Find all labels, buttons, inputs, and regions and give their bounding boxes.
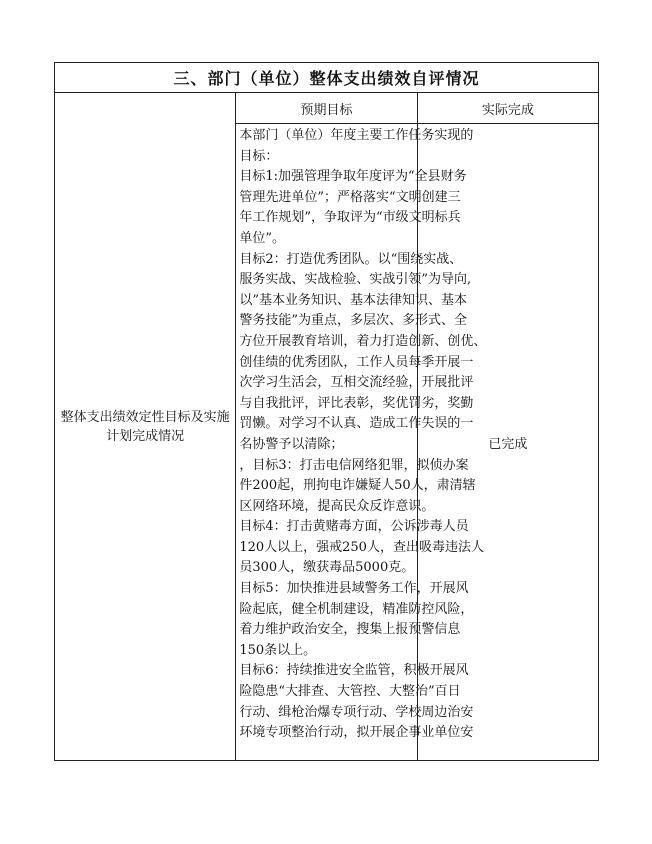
row-label-cell bbox=[55, 93, 236, 761]
goal-line: 名协警予以清除； bbox=[239, 436, 344, 452]
goal-line: 件200起，刑拘电诈嫌疑人50人，肃清辖 bbox=[239, 478, 476, 494]
row-label: 整体支出绩效定性目标及实施计划完成情况 bbox=[60, 409, 230, 444]
goal-line: 目标6：持续推进安全监管，积极开展风 bbox=[239, 663, 469, 679]
section-title: 三、部门（单位）整体支出绩效自评情况 bbox=[55, 63, 599, 93]
goal-line: 警务技能”为重点，多层次、多形式、全 bbox=[239, 313, 467, 329]
goal-line: 区网络环境，提高民众反诈意识。 bbox=[239, 498, 435, 514]
goal-line: 与自我批评，评比表彰，奖优罚劣，奖勤 bbox=[239, 395, 474, 411]
goal-line: 单位”。 bbox=[239, 230, 285, 246]
goal-line: 目标： bbox=[239, 148, 279, 164]
goal-line: 目标2：打造优秀团队。以“围绕实战、 bbox=[239, 251, 463, 267]
goal-line: 次学习生活会，互相交流经验，开展批评 bbox=[239, 375, 474, 391]
goal-line: 环境专项整治行动，拟开展企事业单位安 bbox=[239, 725, 474, 741]
goal-line: 本部门（单位）年度主要工作任务实现的 bbox=[239, 128, 474, 143]
goal-line: 险隐患“大排查、大管控、大整治”百日 bbox=[239, 684, 461, 700]
expected-goals-cell bbox=[236, 124, 487, 761]
goal-line: 方位开展教育培训，着力打造创新、创优、 bbox=[239, 333, 487, 349]
goal-line: 员300人，缴获毒品5000克。 bbox=[239, 560, 415, 576]
column-header-actual: 实际完成 bbox=[417, 93, 598, 124]
goal-line: 以”基本业务知识、基本法律知识、基本 bbox=[239, 292, 467, 308]
goal-line: ，目标3：打击电信网络犯罪，拟侦办案 bbox=[239, 457, 469, 473]
actual-result: 已完成 bbox=[417, 124, 598, 761]
expected-goals-text bbox=[236, 124, 487, 760]
goal-line: 行动、缉枪治爆专项行动、学校周边治安 bbox=[239, 704, 474, 720]
goal-line: 年工作规划”，争取评为“市级文明标兵 bbox=[239, 210, 461, 226]
goal-line: 着力维护政治安全，搜集上报预警信息 bbox=[239, 622, 461, 638]
column-header-expected: 预期目标 bbox=[236, 93, 417, 124]
goal-line: 罚懒。对学习不认真、造成工作失误的一 bbox=[239, 416, 474, 432]
goal-line: 创佳绩的优秀团队，工作人员每季开展一 bbox=[239, 354, 474, 370]
goal-line: 目标1:加强管理争取年度评为“全县财务 bbox=[239, 169, 467, 185]
goal-line: 120人以上，强戒250人，查出吸毒违法人 bbox=[239, 539, 484, 555]
performance-table bbox=[54, 62, 599, 761]
goal-line: 服务实战、实战检验、实战引领”为导向, bbox=[239, 272, 472, 288]
goal-line: 管理先进单位”；严格落实“文明创建三 bbox=[239, 189, 461, 205]
goal-line: 目标4：打击黄赌毒方面，公诉涉毒人员 bbox=[239, 519, 469, 535]
goal-line: 险起底，健全机制建设，精准防控风险， bbox=[239, 601, 474, 617]
goal-line: 目标5：加快推进县域警务工作，开展风 bbox=[239, 581, 469, 597]
goal-line: 150条以上。 bbox=[239, 642, 317, 658]
